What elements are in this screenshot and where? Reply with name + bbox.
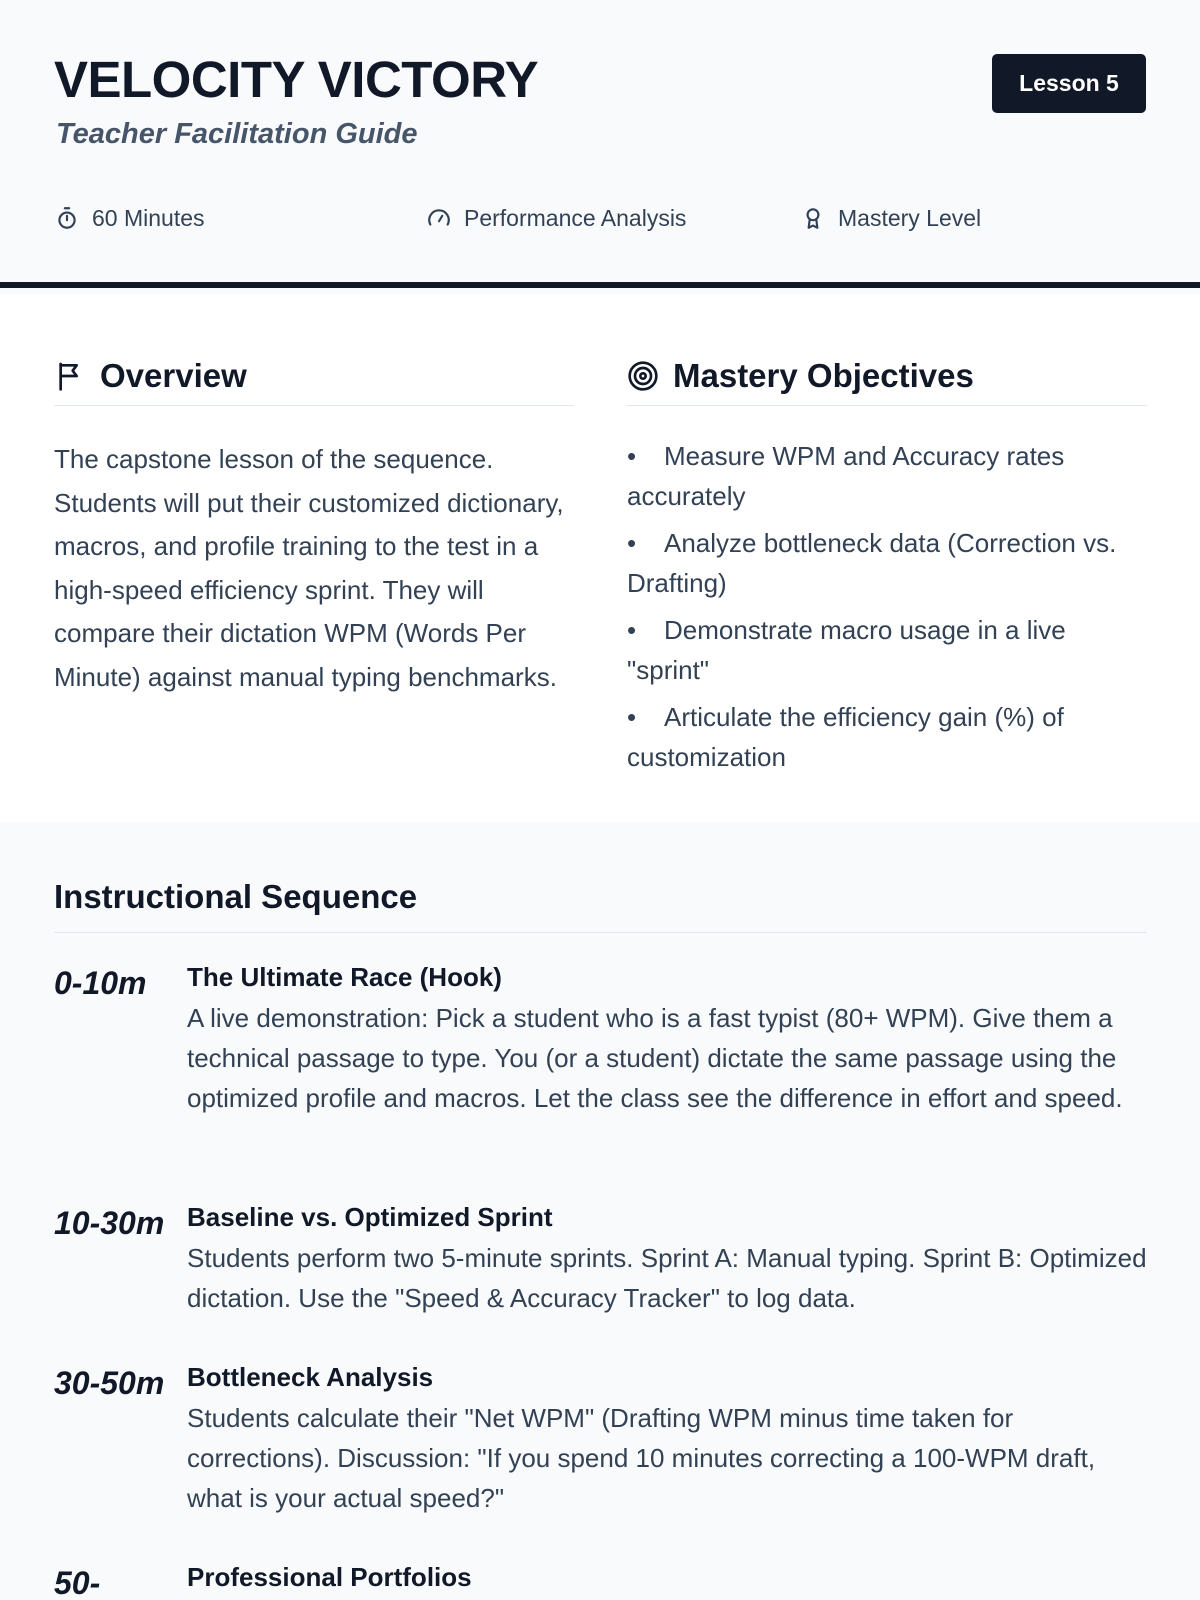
flag-icon: [54, 360, 86, 392]
step-name: Bottleneck Analysis: [187, 1362, 434, 1392]
list-item: • Demonstrate macro usage in a live "sprint": [627, 610, 1137, 690]
step-description: Students calculate their "Net WPM" (Drafting WPM minus time taken for corrections). Discussion: "If you spend 10 minutes correcting a 100-WPM draft, what is your actual speed?": [187, 1403, 1096, 1513]
step-description: A live demonstration: Pick a student who is a fast typist (80+ WPM). Give them a technical passage to type. You (or a student) dictate the same passage using the optimized profile and macros. Let the class see the difference in effort and speed.: [187, 1003, 1123, 1113]
step-time: 0-10m: [54, 965, 147, 1001]
step-time: 10-30m: [54, 1205, 165, 1241]
summary-section: [0, 294, 1200, 822]
step-body: [187, 1200, 1147, 1318]
target-icon: [627, 360, 659, 392]
sequence-heading: Instructional Sequence: [54, 878, 1147, 933]
bullet-icon: •: [627, 702, 637, 732]
meta-level: [800, 200, 981, 236]
overview-header: [54, 346, 574, 406]
overview-text: The capstone lesson of the sequence. Students will put their customized dictionary, macros, and profile training to the test in a high-speed efficiency sprint. They will compare their dictation WPM (Words Per Minute) against manual typing benchmarks.: [54, 444, 564, 692]
stopwatch-icon: [54, 205, 80, 231]
list-item: • Analyze bottleneck data (Correction vs. Drafting): [627, 523, 1137, 603]
lesson-badge: Lesson 5: [992, 54, 1146, 113]
meta-level-label: Mastery Level: [838, 204, 982, 231]
page-title: VELOCITY VICTORY: [54, 51, 539, 108]
meta-duration: [54, 200, 205, 236]
page-subtitle: Teacher Facilitation Guide: [56, 118, 418, 150]
objectives-heading: Mastery Objectives: [673, 356, 974, 394]
award-icon: [800, 205, 826, 231]
meta-focus-label: Performance Analysis: [464, 204, 687, 231]
list-item: • Articulate the efficiency gain (%) of customization: [627, 697, 1137, 777]
page-header: [0, 0, 1200, 288]
objectives-header: [627, 346, 1147, 406]
bullet-icon: •: [627, 441, 637, 471]
step-time: 50-: [54, 1565, 101, 1600]
overview-heading: Overview: [100, 356, 247, 394]
sequence-section: [0, 822, 1200, 1600]
meta-duration-label: 60 Minutes: [92, 204, 205, 231]
overview-panel: [54, 346, 574, 699]
bullet-icon: •: [627, 528, 637, 558]
step-name: Professional Portfolios: [187, 1562, 472, 1592]
step-body: [187, 1560, 1147, 1598]
step-name: The Ultimate Race (Hook): [187, 962, 502, 992]
objectives-list: [627, 436, 1147, 777]
list-item: • Measure WPM and Accuracy rates accurately: [627, 436, 1137, 516]
bullet-icon: •: [627, 615, 637, 645]
step-body: [187, 960, 1147, 1118]
objectives-panel: [627, 346, 1147, 784]
step-name: Baseline vs. Optimized Sprint: [187, 1202, 553, 1232]
meta-focus: [426, 200, 686, 236]
gauge-icon: [426, 205, 452, 231]
step-body: [187, 1360, 1147, 1518]
step-time: 30-50m: [54, 1365, 165, 1401]
step-description: Students perform two 5-minute sprints. Sprint A: Manual typing. Sprint B: Optimized dictation. Use the "Speed & Accuracy Tracker" to log data.: [187, 1243, 1147, 1313]
